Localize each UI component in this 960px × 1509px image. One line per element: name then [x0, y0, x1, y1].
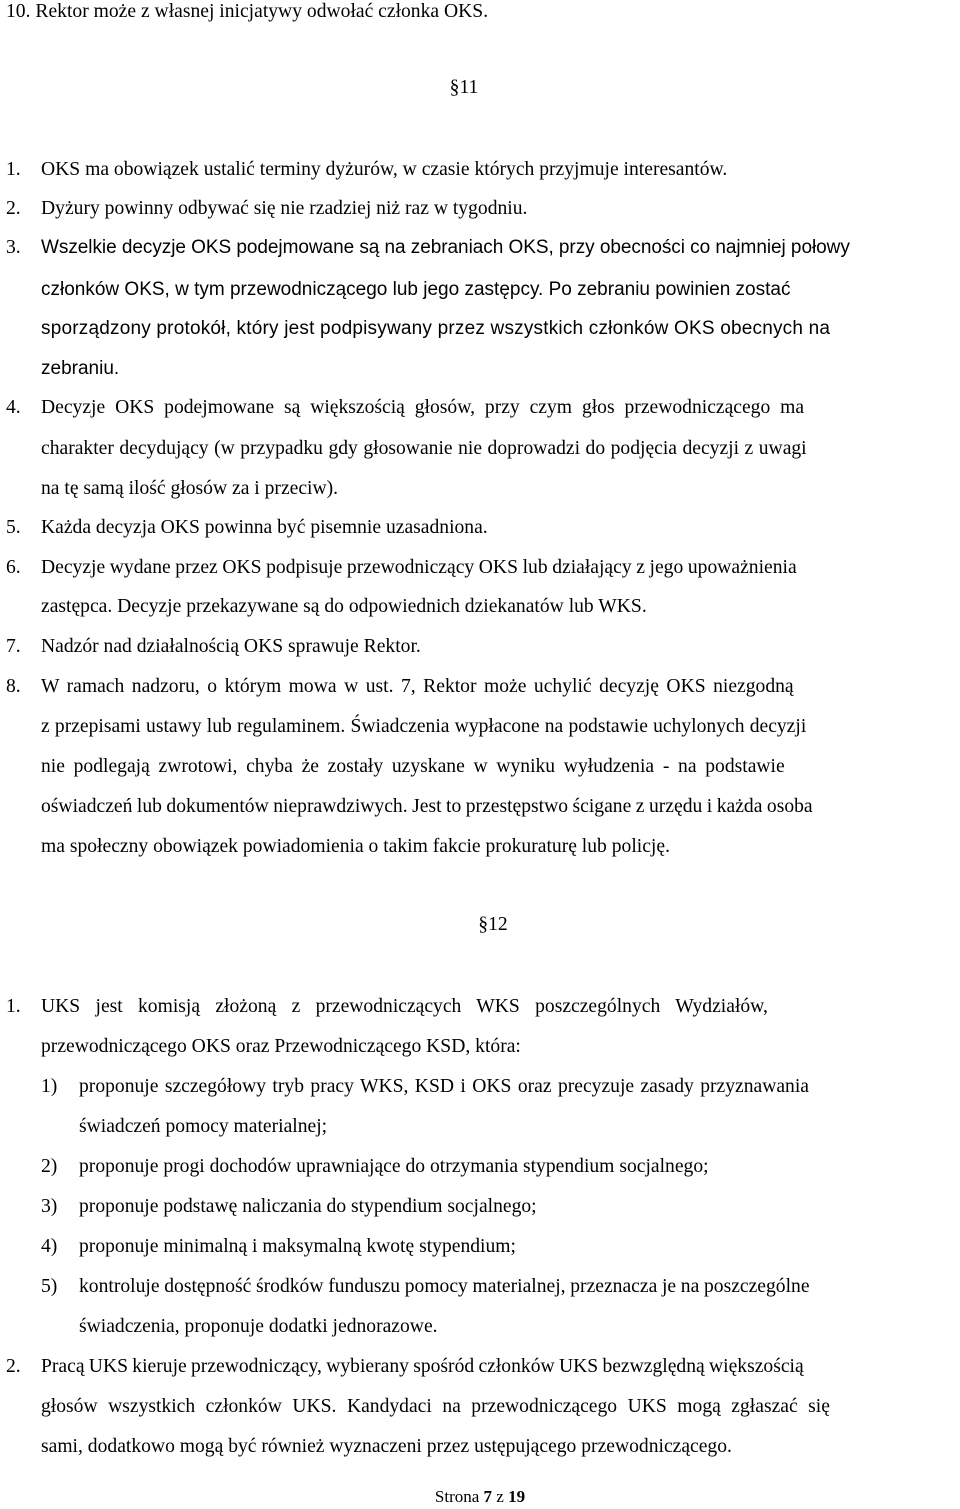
paragraph-line: świadczenia, proponuje dodatki jednorazowe. — [79, 1316, 438, 1337]
paragraph-line: Decyzje wydane przez OKS podpisuje przewodniczący OKS lub działający z jego upoważnienia — [41, 557, 797, 578]
section-heading-12: §12 — [478, 914, 508, 935]
current-page-number: 7 — [483, 1487, 493, 1506]
list-number: 2. — [6, 1356, 21, 1377]
paragraph-line: W ramach nadzoru, o którym mowa w ust. 7, Rektor może uchylić decyzję OKS niezgodną — [41, 676, 794, 697]
list-number: 8. — [6, 676, 21, 697]
paragraph-line: zastępca. Decyzje przekazywane są do odpowiednich dziekanatów lub WKS. — [41, 596, 647, 617]
footer-separator: z — [492, 1487, 509, 1506]
paragraph-line: kontroluje dostępność środków funduszu pomocy materialnej, przeznacza je na poszczególne — [79, 1276, 810, 1297]
list-number: 4. — [6, 397, 21, 418]
paragraph-line: Każda decyzja OKS powinna być pisemnie uzasadniona. — [41, 517, 488, 538]
paragraph-line: z przepisami ustawy lub regulaminem. Świadczenia wypłacone na podstawie uchylonych decyzji — [41, 716, 807, 737]
paragraph-line: Wszelkie decyzje OKS podejmowane są na zebraniach OKS, przy obecności co najmniej połowy — [41, 237, 850, 258]
list-number: 6. — [6, 557, 21, 578]
list-number: 5) — [41, 1276, 58, 1297]
section-heading-11: §11 — [449, 77, 479, 98]
paragraph-line: sporządzony protokół, który jest podpisywany przez wszystkich członków OKS obecnych na — [41, 318, 831, 339]
paragraph-line: sami, dodatkowo mogą być również wyznaczeni przez ustępującego przewodniczącego. — [41, 1436, 732, 1457]
paragraph-line: proponuje minimalną i maksymalną kwotę stypendium; — [79, 1236, 516, 1257]
paragraph-line: proponuje progi dochodów uprawniające do otrzymania stypendium socjalnego; — [79, 1156, 709, 1177]
paragraph-line: proponuje szczegółowy tryb pracy WKS, KSD i OKS oraz precyzuje zasady przyznawania — [79, 1076, 809, 1097]
paragraph-line: Dyżury powinny odbywać się nie rzadziej niż raz w tygodniu. — [41, 198, 528, 219]
paragraph-line: Pracą UKS kieruje przewodniczący, wybierany spośród członków UKS bezwzględną większością — [41, 1356, 804, 1377]
paragraph-line: Decyzje OKS podejmowane są większością głosów, przy czym głos przewodniczącego ma — [41, 397, 805, 418]
paragraph-line: 10. Rektor może z własnej inicjatywy odwołać członka OKS. — [6, 1, 489, 22]
list-number: 4) — [41, 1236, 58, 1257]
paragraph-line: zebraniu. — [41, 358, 120, 379]
paragraph-line: ma społeczny obowiązek powiadomienia o takim fakcie prokuraturę lub policję. — [41, 836, 670, 857]
list-number: 3) — [41, 1196, 58, 1217]
list-number: 1. — [6, 996, 21, 1017]
paragraph-line: nie podlegają zwrotowi, chyba że zostały uzyskane w wyniku wyłudzenia - na podstawie — [41, 756, 785, 777]
list-number: 7. — [6, 636, 21, 657]
paragraph-line: Nadzór nad działalnością OKS sprawuje Rektor. — [41, 636, 421, 657]
total-page-count: 19 — [508, 1487, 526, 1506]
list-number: 3. — [6, 237, 21, 258]
page-footer — [0, 1486, 960, 1508]
list-number: 5. — [6, 517, 21, 538]
paragraph-line: UKS jest komisją złożoną z przewodniczących WKS poszczególnych Wydziałów, — [41, 996, 768, 1017]
paragraph-line: głosów wszystkich członków UKS. Kandydaci na przewodniczącego UKS mogą zgłaszać się — [41, 1396, 830, 1417]
paragraph-line: charakter decydujący (w przypadku gdy głosowanie nie doprowadzi do podjęcia decyzji z uwagi — [41, 438, 807, 459]
paragraph-line: świadczeń pomocy materialnej; — [79, 1116, 328, 1137]
paragraph-line: członków OKS, w tym przewodniczącego lub jego zastępcy. Po zebraniu powinien zostać — [41, 279, 791, 300]
list-number: 2. — [6, 198, 21, 219]
list-number: 2) — [41, 1156, 58, 1177]
paragraph-line: na tę samą ilość głosów za i przeciw). — [41, 478, 339, 499]
footer-prefix: Strona — [434, 1487, 484, 1506]
list-number: 1. — [6, 159, 21, 180]
list-number: 1) — [41, 1076, 58, 1097]
paragraph-line: oświadczeń lub dokumentów nieprawdziwych. Jest to przestępstwo ścigane z urzędu i każda osoba — [41, 796, 813, 817]
paragraph-line: proponuje podstawę naliczania do stypendium socjalnego; — [79, 1196, 537, 1217]
paragraph-line: przewodniczącego OKS oraz Przewodniczącego KSD, która: — [41, 1036, 521, 1057]
paragraph-line: OKS ma obowiązek ustalić terminy dyżurów, w czasie których przyjmuje interesantów. — [41, 159, 728, 180]
